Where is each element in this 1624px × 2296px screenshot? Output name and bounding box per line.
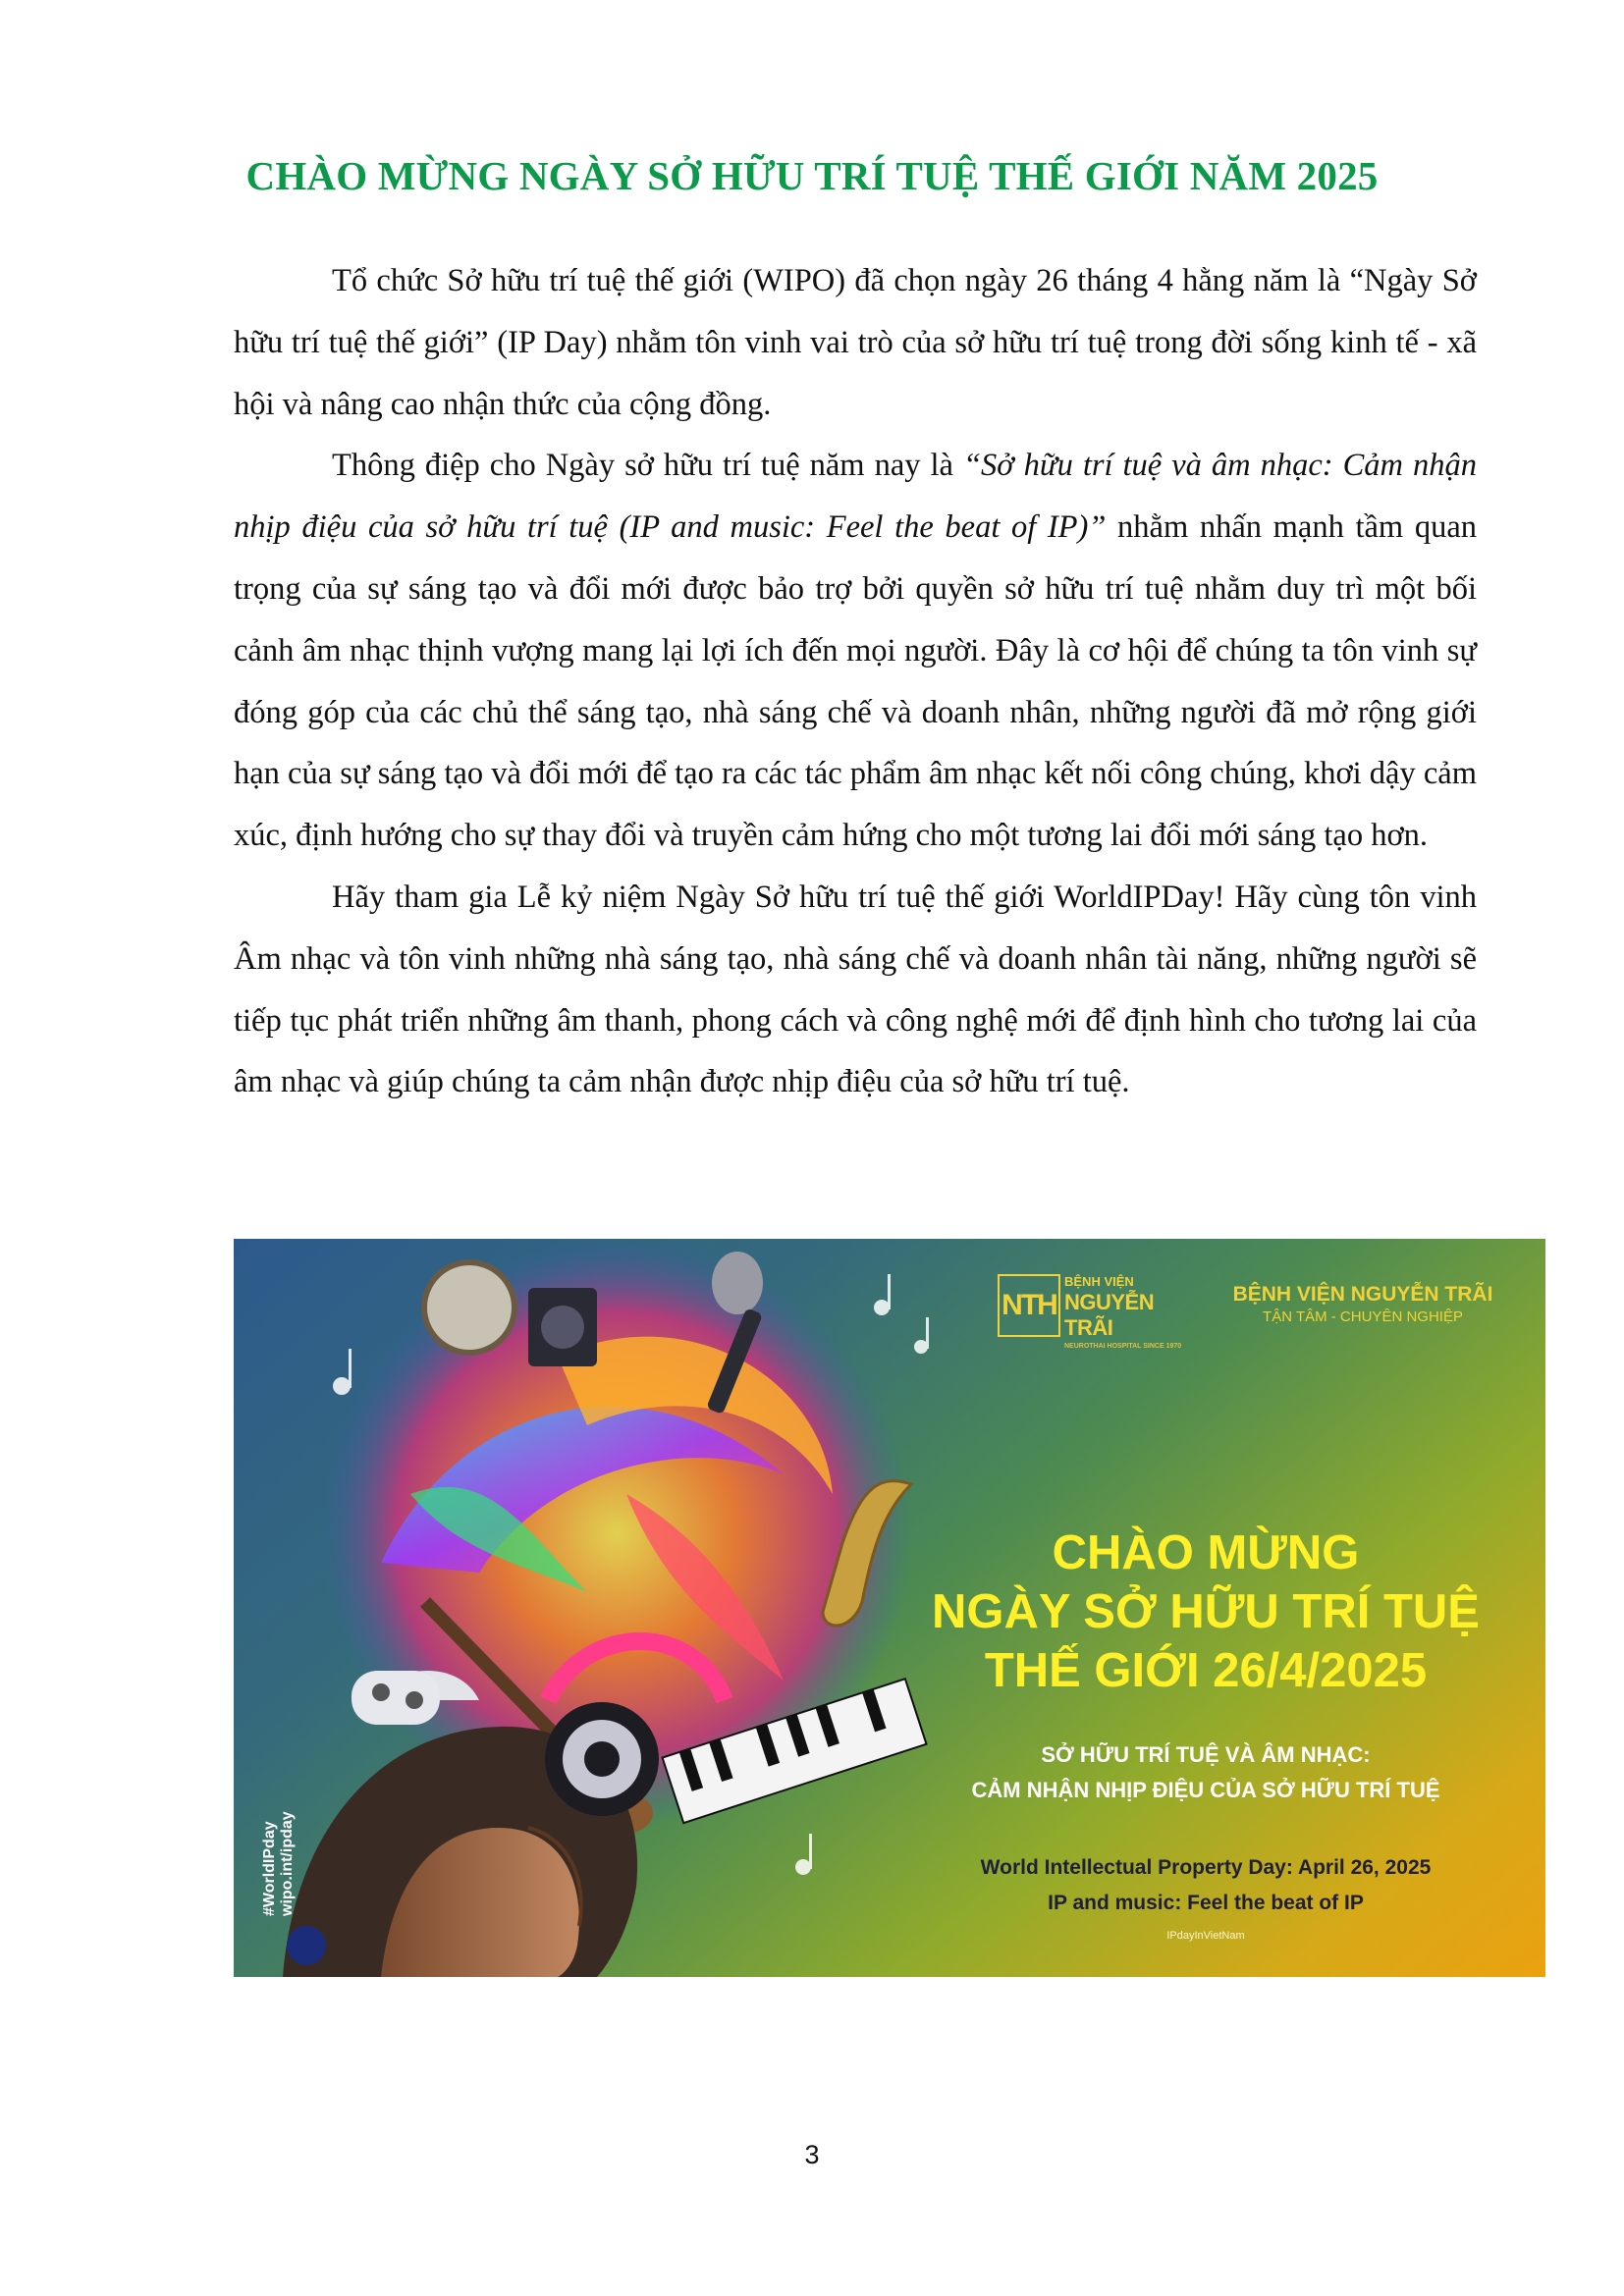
banner-subheadline: SỞ HỮU TRÍ TUỆ VÀ ÂM NHẠC: CẢM NHẬN NHỊP ĐIỆU CỦA SỞ HỮU TRÍ TUỆ [971,1742,1440,1802]
paragraph-1: Tổ chức Sở hữu trí tuệ thế giới (WIPO) đã chọn ngày 26 tháng 4 hằng năm là “Ngày Sở hữu trí tuệ thế giới” (IP Day) nhằm tôn vinh vai trò của sở hữu trí tuệ trong đời sống kinh tế - xã hội và nâng cao nhận thức của cộng đồng. [234,263,1477,422]
wipo-logo-icon [287,1926,326,1965]
page-number: 3 [804,2140,820,2169]
paragraph-2: Thông điệp cho Ngày sở hữu trí tuệ năm nay là “Sở hữu trí tuệ và âm nhạc: Cảm nhận nhịp điệu của sở hữu trí tuệ (IP and music: Feel the beat of IP)” nhằm nhấn mạnh tầm quan trọng của sự sáng tạo và đổi mới được bảo trợ bởi quyền sở hữu trí tuệ nhằm duy trì một bối cảnh âm nhạc thịnh vượng mang lại lợi ích đến mọi người. Đây là cơ hội để chúng ta tôn vinh sự đóng góp của các chủ thể sáng tạo, nhà sáng chế và doanh nhân, những người đã mở rộng giới hạn của sự sáng tạo và đổi mới để tạo ra các tác phẩm âm nhạc kết nối công chúng, khơi dậy cảm xúc, định hướng cho sự thay đổi và truyền cảm hứng cho một tương lai đổi mới sáng tạo hơn. [234,448,1477,854]
hospital-name: BỆNH VIỆN NGUYỄN TRÃI TẬN TÂM - CHUYÊN NGHIỆP [1232,1283,1493,1325]
wipo-side-tag: #WorldIPday wipo.int/ipday [261,1811,296,1916]
ip-day-banner [234,1239,1545,1977]
banner-headline: CHÀO MỪNG NGÀY SỞ HỮU TRÍ TUỆ THẾ GIỚI 26/4/2025 [932,1526,1480,1697]
hospital-logo-mark: NTH [998,1274,1060,1337]
banner-english-caption: World Intellectual Property Day: April 26, 2025 IP and music: Feel the beat of IP [980,1856,1432,1914]
article-body [234,250,1477,1113]
theme-quote: “Sở hữu trí tuệ và âm nhạc: Cảm nhận nhịp điệu của sở hữu trí tuệ (IP and music: Feel the beat of IP)” [234,448,1477,546]
banner-hashtag: IPdayInVietNam [1166,1930,1245,1942]
paragraph-3: Hãy tham gia Lễ kỷ niệm Ngày Sở hữu trí tuệ thế giới WorldIPDay! Hãy cùng tôn vinh Âm nhạc và tôn vinh những nhà sáng tạo, nhà sáng chế và doanh nhân tài năng, những người sẽ tiếp tục phát triển những âm thanh, phong cách và công nghệ mới để định hình cho tương lai của âm nhạc và giúp chúng ta cảm nhận được nhịp điệu của sở hữu trí tuệ. [234,879,1477,1100]
hospital-logo-text: BỆNH VIỆN NGUYỄN TRÃI NEUROTHAI HOSPITAL SINCE 1970 [1064,1274,1182,1350]
page-title: CHÀO MỪNG NGÀY SỞ HỮU TRÍ TUỆ THẾ GIỚI NĂM 2025 [245,153,1379,198]
